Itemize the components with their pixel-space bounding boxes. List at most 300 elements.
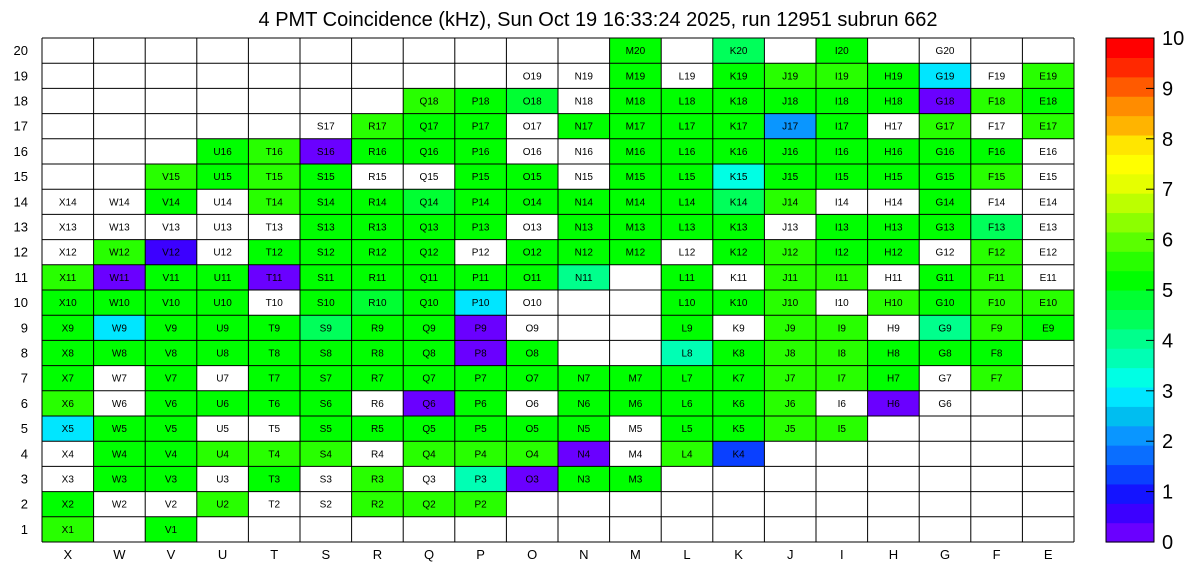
cell-label: E18 (1039, 96, 1058, 108)
cell-label: K16 (729, 146, 748, 158)
y-tick-label: 17 (13, 118, 28, 134)
cell-label: L8 (681, 348, 693, 360)
cell-label: U15 (213, 172, 232, 184)
cell-label: I7 (837, 373, 846, 385)
cell-label: X4 (61, 449, 74, 461)
cell-label: M5 (628, 424, 643, 436)
color-bar-tick-label: 2 (1162, 431, 1174, 454)
x-tick-label: T (270, 547, 279, 562)
cell-label: U9 (216, 323, 229, 335)
cell-label: X10 (58, 298, 77, 310)
cell-label: L10 (678, 298, 696, 310)
cell-label: M17 (625, 121, 646, 133)
cell-label: F7 (990, 373, 1003, 385)
cell-label: P8 (474, 348, 487, 360)
cell-label: N13 (574, 222, 593, 234)
cell-label: Q4 (422, 449, 436, 461)
cell-label: L19 (678, 71, 696, 83)
cell-label: E17 (1039, 121, 1058, 133)
cell-label: T16 (265, 146, 283, 158)
cell-label: P2 (474, 499, 487, 511)
cell-label: M18 (625, 96, 646, 108)
cell-label: G9 (938, 323, 952, 335)
cell-label: J11 (782, 272, 798, 284)
cell-label: Q13 (419, 222, 439, 234)
cell-label: S16 (316, 146, 335, 158)
cell-label: T10 (265, 298, 283, 310)
cell-label: F12 (987, 247, 1006, 259)
cell-label: O8 (525, 348, 539, 360)
cell-label: I8 (837, 348, 846, 360)
cell-label: R3 (371, 474, 384, 486)
cell-label: K10 (729, 298, 748, 310)
plot-area (42, 38, 1074, 542)
cell-label: S5 (319, 424, 332, 436)
cell-label: S4 (319, 449, 332, 461)
color-bar-segment (1106, 445, 1154, 465)
cell-label: S9 (319, 323, 332, 335)
cell-label: F19 (987, 71, 1006, 83)
cell-label: M13 (625, 222, 646, 234)
color-bar-segment (1106, 290, 1154, 310)
cell-label: K5 (732, 424, 745, 436)
cell-label: J19 (782, 71, 799, 83)
cell-label: T8 (268, 348, 281, 360)
cell-label: M16 (625, 146, 646, 158)
cell-label: V8 (164, 348, 178, 360)
cell-label: T5 (268, 424, 281, 436)
cell-label: R17 (368, 121, 387, 133)
color-bar-segment (1106, 464, 1154, 484)
cell-label: R8 (371, 348, 384, 360)
y-tick-label: 20 (13, 43, 28, 59)
cell-label: S2 (319, 499, 332, 511)
cell-label: V1 (164, 524, 178, 536)
cell-label: J15 (782, 172, 799, 184)
color-bar-segment (1106, 348, 1154, 368)
cell-label: E19 (1039, 71, 1058, 83)
cell-label: J17 (782, 121, 799, 133)
cell-label: O18 (522, 96, 542, 108)
y-tick-label: 15 (13, 169, 28, 185)
cell-label: U12 (213, 247, 232, 259)
color-bar-tick-label: 7 (1162, 179, 1174, 202)
x-tick-label: F (992, 547, 1001, 562)
cell-label: W14 (109, 197, 130, 209)
cell-label: N4 (577, 449, 591, 461)
cell-label: W10 (109, 298, 130, 310)
cell-label: O13 (522, 222, 542, 234)
cell-label: O16 (522, 146, 542, 158)
color-bar-segment (1106, 329, 1154, 349)
cell-label: S7 (319, 373, 332, 385)
x-tick-label: S (321, 547, 331, 562)
cell-label: O9 (525, 323, 539, 335)
cell-label: O4 (525, 449, 539, 461)
cell-label: U7 (216, 373, 229, 385)
cell-label: J7 (784, 373, 796, 385)
cell-label: L7 (681, 373, 693, 385)
cell-label: E16 (1039, 146, 1058, 158)
cell-label: X5 (61, 424, 74, 436)
x-tick-label: J (786, 547, 794, 562)
x-tick-label: Q (423, 547, 435, 562)
cell-label: P9 (474, 323, 487, 335)
cell-label: J5 (784, 424, 796, 436)
cell-label: I6 (837, 398, 846, 410)
cell-label: G19 (935, 71, 955, 83)
cell-label: U11 (213, 272, 232, 284)
cell-label: N18 (574, 96, 593, 108)
cell-label: X13 (58, 222, 77, 234)
cell-label: S12 (316, 247, 335, 259)
chart-title: 4 PMT Coincidence (kHz), Sun Oct 19 16:33:24 2025, run 12951 subrun 662 (258, 9, 938, 31)
cell-label: L5 (681, 424, 693, 436)
cell-label: L4 (681, 449, 693, 461)
cell-label: E10 (1039, 298, 1058, 310)
cell-label: S3 (319, 474, 332, 486)
cell-label: T11 (265, 272, 283, 284)
color-bar-segment (1106, 368, 1154, 388)
cell-label: K12 (729, 247, 748, 259)
cell-label: F18 (987, 96, 1006, 108)
x-tick-label: M (629, 547, 641, 562)
y-tick-label: 7 (20, 370, 28, 386)
cell-label: W7 (111, 373, 127, 385)
color-bar-segment (1106, 232, 1154, 252)
cell-label: N12 (574, 247, 593, 259)
cell-label: V15 (162, 172, 180, 184)
cell-label: Q16 (419, 146, 439, 158)
x-tick-label: N (579, 547, 589, 562)
cell-label: T13 (265, 222, 283, 234)
cell-label: J6 (784, 398, 796, 410)
cell-label: G16 (935, 146, 955, 158)
cell-label: L9 (681, 323, 693, 335)
x-tick-label: R (372, 547, 383, 562)
cell-label: Q5 (422, 424, 436, 436)
cell-label: T2 (268, 499, 281, 511)
cell-label: S8 (319, 348, 332, 360)
cell-label: V12 (162, 247, 180, 259)
cell-label: R5 (371, 424, 384, 436)
color-bar-tick-label: 1 (1162, 481, 1174, 504)
cell-label: M4 (628, 449, 643, 461)
color-bar-segment (1106, 38, 1154, 58)
cell-label: I15 (834, 172, 849, 184)
cell-label: N7 (577, 373, 591, 385)
color-bar-segment (1106, 503, 1154, 523)
cell-label: Q14 (419, 197, 439, 209)
y-tick-label: 13 (13, 219, 28, 235)
color-bar-tick-label: 9 (1162, 78, 1174, 101)
cell-label: W5 (111, 424, 127, 436)
color-bar-segment (1106, 271, 1154, 291)
cell-label: P12 (471, 247, 490, 259)
cell-label: S11 (317, 272, 335, 284)
cell-label: I20 (834, 46, 849, 58)
cell-label: F11 (988, 272, 1005, 284)
cell-label: I18 (834, 96, 849, 108)
cell-label: I16 (834, 146, 849, 158)
y-tick-label: 19 (13, 68, 28, 84)
cell-label: H19 (884, 71, 903, 83)
y-tick-label: 18 (13, 93, 28, 109)
cell-label: R4 (371, 449, 384, 461)
cell-label: U10 (213, 298, 232, 310)
x-tick-label: H (888, 547, 899, 562)
cell-label: G8 (938, 348, 952, 360)
cell-label: L18 (678, 96, 696, 108)
cell-label: P18 (471, 96, 490, 108)
x-tick-label: L (683, 547, 691, 562)
cell-label: E12 (1039, 247, 1058, 259)
color-bar-segment (1106, 426, 1154, 446)
cell-label: U4 (216, 449, 229, 461)
cell-label: M15 (625, 172, 646, 184)
cell-label: L11 (679, 272, 695, 284)
cell-label: G6 (938, 398, 952, 410)
cell-label: Q8 (422, 348, 436, 360)
cell-label: N15 (574, 172, 593, 184)
cell-label: M3 (628, 474, 643, 486)
cell-label: U3 (216, 474, 229, 486)
cell-label: V9 (164, 323, 178, 335)
cell-label: K17 (729, 121, 748, 133)
cell-label: I5 (837, 424, 846, 436)
y-tick-label: 5 (20, 421, 28, 437)
cell-label: Q10 (419, 298, 439, 310)
y-axis (14, 43, 28, 537)
cell-label: X12 (58, 247, 77, 259)
cell-label: P7 (474, 373, 487, 385)
color-bar-segment (1106, 193, 1154, 213)
cell-label: T9 (268, 323, 281, 335)
cell-label: V7 (164, 373, 178, 385)
cell-label: L12 (678, 247, 696, 259)
cell-label: T15 (265, 172, 283, 184)
cell-label: W8 (111, 348, 127, 360)
cell-label: R16 (368, 146, 387, 158)
color-bar-segment (1106, 406, 1154, 426)
cell-label: J8 (784, 348, 796, 360)
cell-label: R11 (368, 272, 387, 284)
cell-label: S6 (319, 398, 332, 410)
cell-label: T7 (268, 373, 281, 385)
cell-label: V3 (164, 474, 178, 486)
cell-label: O19 (522, 71, 542, 83)
y-tick-label: 16 (13, 143, 28, 159)
cell-label: X7 (61, 373, 74, 385)
cell-label: K7 (732, 373, 745, 385)
cell-label: P5 (474, 424, 487, 436)
y-tick-label: 12 (13, 244, 28, 260)
cell-label: G10 (935, 298, 955, 310)
color-bar-segment (1106, 57, 1154, 77)
cell-label: I12 (834, 247, 849, 259)
cell-label: M7 (628, 373, 643, 385)
cell-label: U6 (216, 398, 229, 410)
color-bar (1106, 28, 1184, 554)
cell-label: J13 (782, 222, 799, 234)
cell-label: R7 (371, 373, 384, 385)
cell-label: H8 (887, 348, 900, 360)
cell-label: G20 (935, 46, 955, 58)
cell-label: I19 (834, 71, 849, 83)
cell-label: R9 (371, 323, 384, 335)
x-tick-label: P (476, 547, 485, 562)
cell-label: F15 (987, 172, 1006, 184)
cell-label: R10 (368, 298, 387, 310)
cell-label: H18 (884, 96, 903, 108)
cell-label: U2 (216, 499, 229, 511)
cell-label: U14 (213, 197, 232, 209)
cell-label: O3 (525, 474, 539, 486)
cell-label: Q3 (422, 474, 436, 486)
cell-label: F10 (987, 298, 1006, 310)
cell-label: G15 (935, 172, 955, 184)
cell-label: V14 (162, 197, 180, 209)
color-bar-segment (1106, 251, 1154, 271)
cell-label: O10 (522, 298, 542, 310)
x-tick-label: U (217, 547, 228, 562)
cell-label: O12 (522, 247, 542, 259)
cell-label: H10 (884, 298, 903, 310)
cell-label: X14 (58, 197, 77, 209)
cell-label: N6 (577, 398, 591, 410)
cell-label: V5 (164, 424, 178, 436)
x-tick-label: I (839, 547, 844, 562)
cell-label: X9 (61, 323, 74, 335)
cell-label: H9 (887, 323, 900, 335)
color-bar-tick-label: 5 (1162, 280, 1174, 302)
cell-label: L15 (678, 172, 696, 184)
color-bar-tick-label: 6 (1162, 229, 1174, 252)
cell-label: K19 (729, 71, 748, 83)
cell-label: Q9 (422, 323, 436, 335)
cell-label: N3 (577, 474, 591, 486)
cell-label: M12 (625, 247, 646, 259)
cell-label: F13 (987, 222, 1006, 234)
cell-label: W11 (109, 272, 130, 284)
cell-label: X3 (61, 474, 74, 486)
cell-label: K8 (732, 348, 745, 360)
cell-label: G18 (935, 96, 955, 108)
cell-label: K15 (729, 172, 748, 184)
cell-label: P10 (471, 298, 490, 310)
color-bar-segment (1106, 154, 1154, 174)
color-bar-segment (1106, 523, 1154, 543)
cell-label: V11 (162, 272, 180, 284)
cell-label: F16 (987, 146, 1006, 158)
x-tick-label: E (1043, 547, 1053, 562)
cell-label: N17 (574, 121, 593, 133)
cell-label: O5 (525, 424, 539, 436)
cell-label: W2 (111, 499, 127, 511)
cell-label: Q18 (419, 96, 439, 108)
color-bar-segment (1106, 212, 1154, 232)
cell-label: K14 (729, 197, 748, 209)
cell-label: N19 (574, 71, 593, 83)
cell-label: H7 (887, 373, 900, 385)
color-bar-segment (1106, 116, 1154, 136)
cell-label: M6 (628, 398, 643, 410)
color-bar-segment (1106, 77, 1154, 97)
cell-label: F17 (987, 121, 1006, 133)
cell-label: H14 (884, 197, 903, 209)
cell-label: I9 (837, 323, 846, 335)
cell-label: N16 (574, 146, 593, 158)
cell-label: T12 (265, 247, 283, 259)
cell-label: X2 (61, 499, 74, 511)
cell-label: S15 (316, 172, 335, 184)
y-tick-label: 8 (20, 345, 28, 361)
cell-label: G14 (935, 197, 955, 209)
cell-label: R14 (368, 197, 387, 209)
cell-label: G12 (935, 247, 955, 259)
cell-label: W12 (109, 247, 130, 259)
cell-label: K6 (732, 398, 745, 410)
x-tick-label: G (939, 547, 951, 562)
cell-label: N5 (577, 424, 591, 436)
cell-label: W13 (109, 222, 130, 234)
cell-label: S17 (316, 121, 335, 133)
cell-label: I10 (834, 298, 849, 310)
color-bar-tick-label: 8 (1162, 128, 1174, 151)
cell-label: P4 (474, 449, 487, 461)
grid (42, 38, 1074, 542)
cell-label: O14 (522, 197, 542, 209)
cell-label: J14 (782, 197, 799, 209)
cell-label: F8 (990, 348, 1003, 360)
cell-label: P17 (471, 121, 490, 133)
cell-label: H12 (884, 247, 903, 259)
cell-label: J10 (782, 298, 799, 310)
y-tick-label: 1 (20, 521, 28, 537)
cell-label: X6 (61, 398, 74, 410)
cell-label: P16 (471, 146, 490, 158)
cell-label: Q6 (422, 398, 436, 410)
cell-label: V2 (164, 499, 178, 511)
cell-label: E13 (1039, 222, 1058, 234)
cell-label: U8 (216, 348, 229, 360)
color-bar-tick-label: 3 (1162, 380, 1174, 403)
cell-label: W9 (111, 323, 127, 335)
cell-label: P13 (471, 222, 490, 234)
cell-label: H6 (887, 398, 900, 410)
cell-label: V4 (164, 449, 178, 461)
cell-label: G17 (935, 121, 955, 133)
cell-label: N11 (574, 272, 593, 284)
cell-label: P14 (471, 197, 490, 209)
cell-label: S14 (316, 197, 335, 209)
cell-label: E14 (1039, 197, 1058, 209)
color-bar-segment (1106, 135, 1154, 155)
cell-label: X1 (61, 524, 74, 536)
cell-label: U16 (213, 146, 232, 158)
cell-label: L6 (681, 398, 693, 410)
cell-label: Q17 (419, 121, 439, 133)
cell-label: J9 (784, 323, 796, 335)
cell-label: K18 (729, 96, 748, 108)
cell-label: R2 (371, 499, 384, 511)
cell-label: K9 (732, 323, 745, 335)
x-tick-label: O (527, 547, 538, 562)
cell-label: P11 (472, 272, 490, 284)
cell-label: I13 (834, 222, 849, 234)
cell-label: J16 (782, 146, 799, 158)
cell-label: T6 (268, 398, 281, 410)
